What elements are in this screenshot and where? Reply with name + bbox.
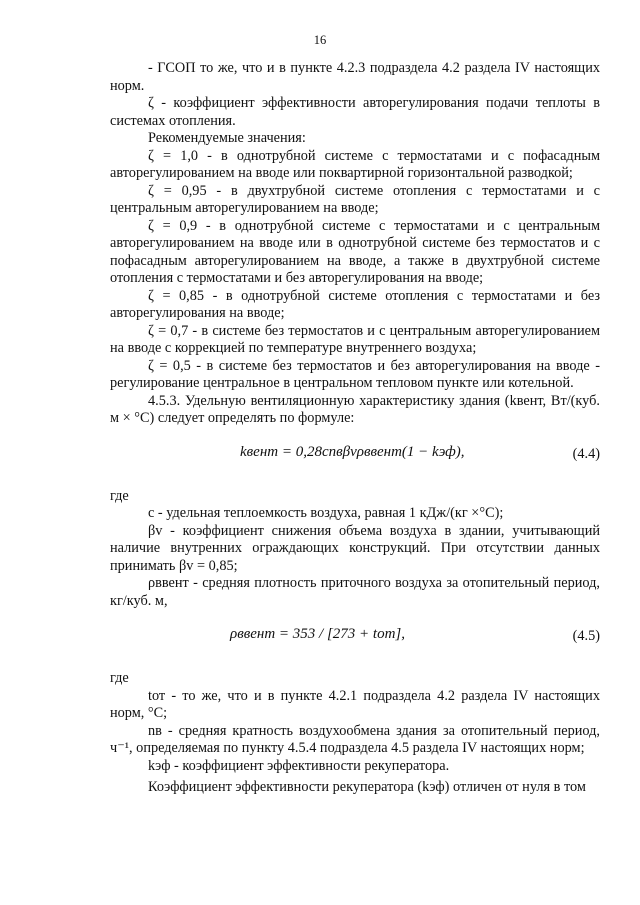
formula-4-5-number: (4.5) [572, 628, 600, 644]
formula-4-4-expression: kвент = 0,28cnвβvρввент(1 − kэф), [240, 443, 465, 460]
where-label-1: где [110, 487, 129, 504]
formula-4-4-number: (4.4) [572, 445, 600, 462]
formula-4-4 [110, 428, 600, 488]
zeta-value-1: ζ = 1,0 - в однотрубной системе с термостатами и с пофасадным авторегулированием на вводе или поквартирной горизонтальной разводкой; [110, 147, 600, 181]
beta-definition: βv - коэффициент снижения объема воздуха в здании, учитывающий наличие внутренних ограждающих конструкций. При отсутствии данных принимать βv = 0,85; [110, 522, 600, 574]
k-definition: kэф - коэффициент эффективности рекуператора. [148, 757, 450, 774]
zeta-definition: ζ - коэффициент эффективности авторегулирования подачи теплоты в системах отопления. [110, 95, 600, 129]
recommended-heading: Рекомендуемые значения: [148, 130, 306, 146]
rho-definition: ρввент - средняя плотность приточного воздуха за отопительный период, кг/куб. м, [110, 575, 600, 609]
c-definition: с - удельная теплоемкость воздуха, равная 1 кДж/(кг ×°С); [148, 505, 504, 521]
zeta-value-5: ζ = 0,7 - в системе без термостатов и с центральным авторегулированием на вводе с коррекцией по температуре внутреннего воздуха; [110, 322, 600, 356]
gsop-line: - ГСОП то же, что и в пункте 4.2.3 подраздела 4.2 раздела IV настоящих норм. [110, 60, 600, 94]
page-number: 16 [313, 33, 327, 47]
zeta-value-3: ζ = 0,9 - в однотрубной системе с термостатами и с центральным авторегулированием на вводе или в однотрубной системе без термостатов и с пофасадным авторегулированием на вводе, а также в двухтрубной системе отопления с термостатами и без авторегулирования на вводе; [110, 217, 600, 286]
t-definition: tот - то же, что и в пункте 4.2.1 подраздела 4.2 раздела IV настоящих норм, °С; [110, 687, 600, 721]
section-4-5-3: 4.5.3. Удельную вентиляционную характеристику здания (kвент, Вт/(куб. м × °С) следует определять по формуле: [110, 392, 600, 426]
zeta-value-4: ζ = 0,85 - в однотрубной системе отопления с термостатами и без авторегулирования на вводе; [110, 287, 600, 321]
final-line: Коэффициент эффективности рекуператора (kэф) отличен от нуля в том [148, 779, 586, 795]
zeta-value-2: ζ = 0,95 - в двухтрубной системе отопления с термостатами и с центральным авторегулированием на вводе; [110, 182, 600, 216]
n-definition: nв - средняя кратность воздухообмена здания за отопительный период, ч⁻¹, определяемая по пункту 4.5.4 подраздела 4.5 раздела IV настоящих норм; [110, 722, 600, 756]
zeta-value-6: ζ = 0,5 - в системе без термостатов и без авторегулирования на вводе - регулирование центральное в центральном тепловом пункте или котельной. [110, 357, 600, 391]
document-body [110, 60, 600, 797]
formula-4-5 [110, 610, 600, 670]
where-label-2: где [110, 670, 129, 686]
formula-4-5-expression: ρввент = 353 / [273 + tот], [230, 626, 405, 642]
